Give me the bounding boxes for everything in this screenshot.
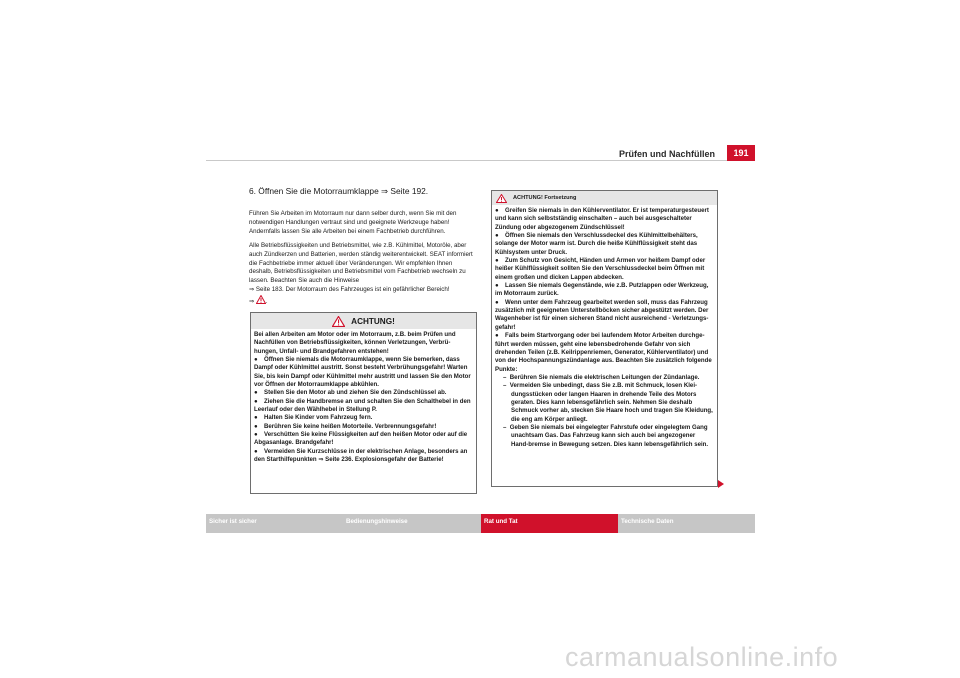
warning-bullet: ● Öffnen Sie niemals die Motorraumklappe, wenn Sie bemerken, dass Dampf oder Kühlmittel austritt. Sonst besteht Verbrühungsgefahr! Warten Sie, bis kein Dampf oder Kühlmittel mehr austritt und lassen Sie den Motor vor Öffnen der Motorraumklappe abkühlen. <box>254 356 471 389</box>
warning-header <box>251 313 476 329</box>
footer-tab-technical[interactable]: Technische Daten <box>618 514 755 533</box>
continue-arrow-icon <box>718 480 724 488</box>
warning-title-continued: ACHTUNG! Fortsetzung <box>513 195 577 201</box>
warning-bullet: ● Öffnen Sie niemals den Verschlussdeckel des Kühlmittelbehälters, solange der Motor warm ist. Durch die heiße Kühlflüssigkeit steht das Kühlsystem unter Druck. <box>495 232 698 256</box>
chapter-title: Prüfen und Nachfüllen <box>618 149 715 159</box>
warning-triangle-icon <box>496 194 507 203</box>
fluids-paragraph: Alle Betriebsflüssigkeiten und Betriebsmittel, wie z.B. Kühlmittel, Motoröle, aber auch Zündkerzen und Batterien, werden ständig weiterentwickelt. SEAT informiert die Fachbetriebe immer aktuell über Veränderungen. Wir empfehlen Ihnen deshalb, Betriebsflüssigkeiten und Betriebsmittel vom Fachbetrieb wechseln zu lassen. Beachten Sie auch die Hinweise ⇒ Seite 183. Der Motorraum des Fahrzeuges ist ein gefährlicher Bereich! ⇒ . <box>249 241 473 306</box>
warning-box-main <box>250 312 477 494</box>
warning-body-continued <box>492 205 717 449</box>
warning-bullet: ● Vermeiden Sie Kurzschlüsse in der elektrischen Anlage, besonders an den Starthilfepunkten ⇒ Seite 236. Explosionsgefahr der Batterie! <box>254 447 468 464</box>
warning-subitem: – Berühren Sie niemals die elektrischen Leitungen der Zündanlage. <box>503 373 700 381</box>
step-6: 6. Öffnen Sie die Motorraumklappe ⇒ Seite 192. <box>249 186 429 196</box>
warning-subitem: – Geben Sie niemals bei eingelegter Fahrstufe oder eingelegtem Gang unachtsam Gas. Das Fahrzeug kann sich auch bei angezogener Hand-bremse in Bewegung setzen. Dies kann lebensgefährlich sein. <box>503 423 709 448</box>
warning-bullet: ● Zum Schutz von Gesicht, Händen und Armen vor heißem Dampf oder heißer Kühlflüssigkeit sollten Sie den Verschlussdeckel beim Öffnen mit einem großen und dicken Lappen abdecken. <box>495 257 706 281</box>
intro-paragraph: Führen Sie Arbeiten im Motorraum nur dann selber durch, wenn Sie mit den notwendigen Handlungen vertraut sind und geeignete Werkzeuge haben! Andernfalls lassen Sie alle Arbeiten bei einem Fachbetrieb durchführen. <box>249 210 457 235</box>
warning-body <box>251 329 476 465</box>
fluids-text: Alle Betriebsflüssigkeiten und Betriebsmittel, wie z.B. Kühlmittel, Motoröle, aber auch Zündkerzen und Batterien, werden ständig weiterentwickelt. SEAT informiert die Fachbetriebe immer aktuell über Veränderungen. Wir empfehlen Ihnen deshalb, Betriebsflüssigkeiten und Betriebsmittel vom Fachbetrieb wechseln zu lassen. Beachten Sie auch die Hinweise <box>249 241 473 285</box>
footer-tab-operation[interactable]: Bedienungshinweise <box>343 514 481 533</box>
footer-tab-safety[interactable]: Sicher ist sicher <box>206 514 343 533</box>
warning-subitem: – Vermeiden Sie unbedingt, dass Sie z.B. mit Schmuck, losen Klei-dungsstücken oder langen Haaren in drehende Teile des Motors geraten. Dies kann lebensgefährlich sein. Nehmen Sie deshalb Schmuck vorher ab, stecken Sie Haare hoch und tragen Sie Kleidung, die eng am Körper anliegt. <box>503 382 713 423</box>
footer-tab-help[interactable]: Rat und Tat <box>481 514 618 533</box>
left-column <box>249 186 475 312</box>
warning-bullet: ● Ziehen Sie die Handbremse an und schalten Sie den Schalthebel in den Leerlauf oder den Wählhebel in Stellung P. <box>254 397 471 414</box>
warning-bullet: ● Falls beim Startvorgang oder bei laufendem Motor Arbeiten durchge-führt werden müssen, geht eine lebensbedrohende Gefahr von sich drehenden Teilen (z.B. Keilrippenriemen, Generator, Kühlerventilator) und von der Hochspannungszündanlage aus. Beachten Sie zusätzlich folgende Punkte: <box>495 332 712 373</box>
warning-title: ACHTUNG! <box>351 316 395 326</box>
page-number: 191 <box>727 145 755 161</box>
watermark: carmanualsonline.info <box>565 642 839 672</box>
warning-bullet: ● Halten Sie Kinder vom Fahrzeug fern. <box>254 414 373 422</box>
warning-bullet: ● Wenn unter dem Fahrzeug gearbeitet werden soll, muss das Fahrzeug zusätzlich mit geeigneten Unterstellböcken sicher abgestützt werden. Der Wagenheber ist für einen sicheren Stand nicht ausreichend - Verletzungs-gefahr! <box>495 298 709 331</box>
warning-bullet: ● Stellen Sie den Motor ab und ziehen Sie den Zündschlüssel ab. <box>254 389 447 397</box>
header-rule <box>206 160 755 161</box>
warning-bullet: ● Lassen Sie niemals Gegenstände, wie z.B. Putzlappen oder Werkzeug, im Motorraum zurück. <box>495 282 709 298</box>
fluids-ref: ⇒ Seite 183. Der Motorraum des Fahrzeuges ist ein gefährlicher Bereich! <box>249 286 450 294</box>
warning-box-continued <box>491 190 718 487</box>
warning-triangle-icon <box>256 295 266 304</box>
warning-triangle-icon <box>332 316 345 327</box>
warning-bullet: ● Berühren Sie keine heißen Motorteile. Verbrennungsgefahr! <box>254 422 437 430</box>
warning-header-continued <box>492 191 717 205</box>
fluids-arrow: ⇒ <box>249 298 255 306</box>
warning-intro: Bei allen Arbeiten am Motor oder im Motorraum, z.B. beim Prüfen und Nachfüllen von Betriebsflüssigkeiten, können Verletzungen, Verbrü-hungen, Unfall- und Brandgefahren entstehen! <box>254 331 456 355</box>
warning-bullet: ● Verschütten Sie keine Flüssigkeiten auf den heißen Motor oder auf die Abgasanlage. Brandgefahr! <box>254 431 468 447</box>
warning-bullet: ● Greifen Sie niemals in den Kühlerventilator. Er ist temperaturgesteuert und kann sich selbstständig einschalten – auch bei ausgeschalteter Zündung oder abgezogenem Zündschlüssel! <box>495 207 709 231</box>
